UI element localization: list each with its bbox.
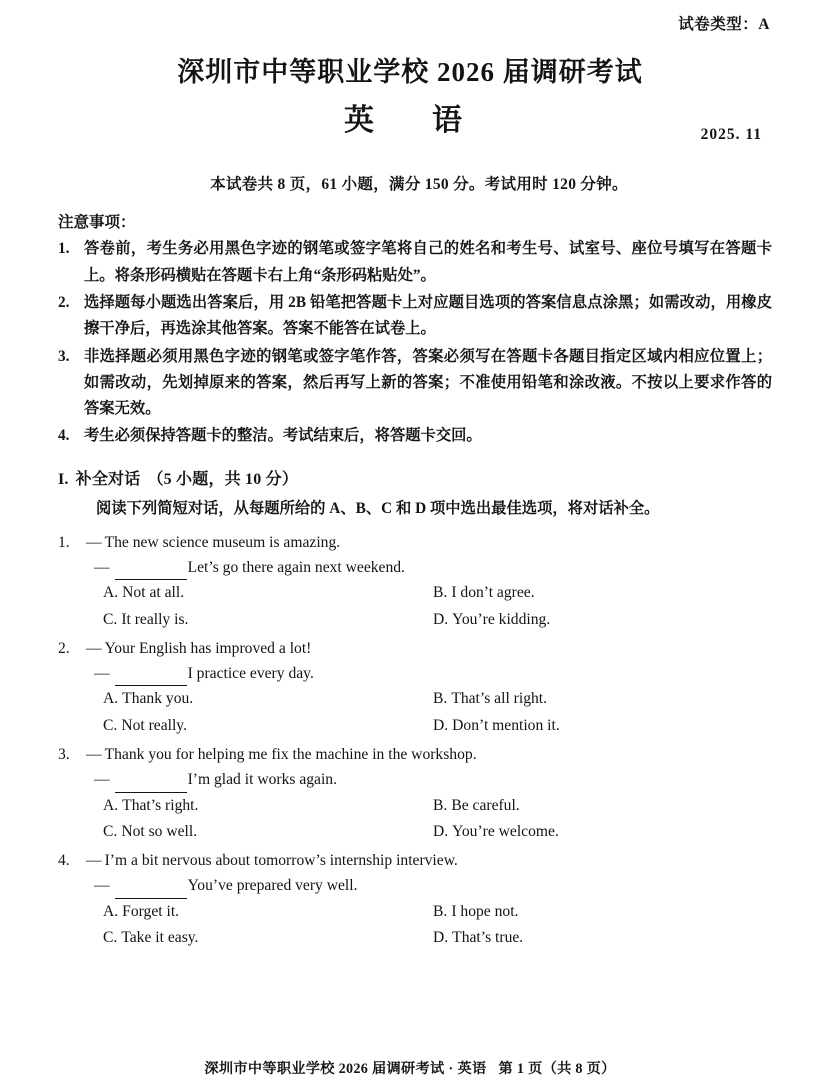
dialogue-dash: — <box>94 665 110 683</box>
title-block <box>48 56 772 146</box>
questions-list <box>48 530 772 953</box>
option-letter: A. <box>103 902 119 920</box>
options-row <box>103 686 772 713</box>
notice-text: 答卷前，考生务必用黑色字迹的钢笔或签字笔将自己的姓名和考生号、试室号、座位号填写在答题卡上。将条形码横贴在答题卡右上角“条形码粘贴处”。 <box>84 240 772 284</box>
footer-exam-name: 深圳市中等职业学校 2026 届调研考试 <box>204 1061 445 1077</box>
question-prompt: I’m a bit nervous about tomorrow’s internship interview. <box>104 852 458 870</box>
option-letter: D. <box>433 929 449 947</box>
option-c[interactable] <box>103 713 433 740</box>
option-letter: D. <box>433 823 449 841</box>
option-text: It really is. <box>121 611 189 629</box>
options-row <box>103 899 772 926</box>
option-letter: C. <box>103 717 118 735</box>
option-d[interactable] <box>433 925 763 952</box>
page-title: 深圳市中等职业学校 2026 届调研考试 <box>177 57 643 87</box>
option-letter: B. <box>433 690 448 708</box>
footer-page-number: 第 1 页（共 8 页） <box>498 1061 616 1077</box>
question-reply-line <box>58 767 772 792</box>
options-row <box>103 925 772 952</box>
footer-subject: 英语 <box>457 1061 487 1077</box>
option-b[interactable] <box>433 580 763 607</box>
option-text: That’s true. <box>452 929 524 947</box>
option-c[interactable] <box>103 925 433 952</box>
options-row <box>103 793 772 820</box>
option-text: Forget it. <box>122 902 180 920</box>
notices-heading: 注意事项： <box>58 214 136 232</box>
notice-number: 1. <box>58 240 70 258</box>
section-roman-numeral: I. <box>58 470 69 488</box>
option-a[interactable] <box>103 686 433 713</box>
option-text: That’s all right. <box>451 690 548 708</box>
question-number: 2. <box>58 639 70 657</box>
exam-type-label: 试卷类型：A <box>678 16 770 33</box>
options-row <box>103 607 772 634</box>
options-row <box>103 580 772 607</box>
options-grid <box>58 899 772 953</box>
option-a[interactable] <box>103 899 433 926</box>
dialogue-dash: — <box>86 746 102 764</box>
question-item <box>58 530 772 634</box>
options-grid <box>58 580 772 634</box>
footer-separator: · <box>448 1061 454 1077</box>
paper-scope-line: 本试卷共 8 页，61 小题，满分 150 分。考试用时 120 分钟。 <box>210 176 628 194</box>
dialogue-dash: — <box>86 639 102 657</box>
notice-number: 2. <box>58 293 70 311</box>
option-text: You’re kidding. <box>452 611 551 629</box>
options-grid <box>58 793 772 847</box>
dialogue-dash: — <box>86 852 102 870</box>
dialogue-dash: — <box>94 559 110 577</box>
answer-blank[interactable] <box>115 883 187 899</box>
option-letter: A. <box>103 796 119 814</box>
question-reply-tail: Let’s go there again next weekend. <box>187 559 405 577</box>
option-a[interactable] <box>103 580 433 607</box>
option-text: Not really. <box>121 717 187 735</box>
question-prompt: Thank you for helping me fix the machine in the workshop. <box>104 746 477 764</box>
option-letter: B. <box>433 584 448 602</box>
notices-list <box>48 236 772 449</box>
option-letter: C. <box>103 823 118 841</box>
section-directions: 阅读下列简短对话，从每题所给的 A、B、C 和 D 项中选出最佳选项，将对话补全。 <box>96 499 660 517</box>
question-number: 4. <box>58 852 70 870</box>
subject-title: 英 语 <box>344 104 476 138</box>
notice-item <box>58 236 772 289</box>
notice-item <box>58 290 772 343</box>
question-reply-tail: You’ve prepared very well. <box>187 877 358 895</box>
question-reply-line <box>58 873 772 898</box>
notice-text: 非选择题必须用黑色字迹的钢笔或签字笔作答，答案必须写在答题卡各题目指定区域内相应位置上；如需改动，先划掉原来的答案，然后再写上新的答案；不准使用铅笔和涂改液。不按以上要求作答的答案无效。 <box>84 347 772 418</box>
notice-number: 3. <box>58 347 70 365</box>
question-item <box>58 742 772 846</box>
option-d[interactable] <box>433 713 763 740</box>
notice-text: 考生必须保持答题卡的整洁。考试结束后，将答题卡交回。 <box>84 427 482 445</box>
answer-blank[interactable] <box>115 777 187 793</box>
question-prompt-line <box>58 530 772 555</box>
question-item <box>58 848 772 952</box>
question-reply-line <box>58 555 772 580</box>
option-b[interactable] <box>433 686 763 713</box>
option-text: You’re welcome. <box>452 823 559 841</box>
section-name: 补全对话 <box>75 470 141 488</box>
options-row <box>103 819 772 846</box>
question-prompt-line <box>58 742 772 767</box>
question-reply-tail: I practice every day. <box>187 665 314 683</box>
answer-blank[interactable] <box>115 671 187 687</box>
option-letter: A. <box>103 690 119 708</box>
option-letter: C. <box>103 611 118 629</box>
option-text: Not at all. <box>122 584 185 602</box>
option-b[interactable] <box>433 793 763 820</box>
question-prompt: The new science museum is amazing. <box>104 533 341 551</box>
option-d[interactable] <box>433 607 763 634</box>
option-text: Don’t mention it. <box>452 717 560 735</box>
dialogue-dash: — <box>94 771 110 789</box>
notice-text: 选择题每小题选出答案后，用 2B 铅笔把答题卡上对应题目选项的答案信息点涂黑；如需改动，用橡皮擦干净后，再选涂其他答案。答案不能答在试卷上。 <box>84 293 772 338</box>
option-c[interactable] <box>103 607 433 634</box>
option-letter: A. <box>103 584 119 602</box>
exam-type-line <box>48 0 772 34</box>
subject-row <box>48 102 772 146</box>
section-points: （5 小题，共 10 分） <box>147 470 299 488</box>
question-reply-line <box>58 661 772 686</box>
option-text: Be careful. <box>451 796 520 814</box>
option-a[interactable] <box>103 793 433 820</box>
option-text: Thank you. <box>122 690 194 708</box>
exam-date: 2025. 11 <box>700 126 762 144</box>
notice-item <box>58 344 772 423</box>
options-grid <box>58 686 772 740</box>
option-text: I don’t agree. <box>451 584 535 602</box>
question-item <box>58 636 772 740</box>
page-footer <box>0 1058 820 1078</box>
question-prompt-line <box>58 636 772 661</box>
option-letter: B. <box>433 902 448 920</box>
notice-number: 4. <box>58 427 70 445</box>
question-number: 1. <box>58 533 70 551</box>
option-d[interactable] <box>433 819 763 846</box>
option-letter: B. <box>433 796 448 814</box>
option-letter: C. <box>103 929 118 947</box>
option-c[interactable] <box>103 819 433 846</box>
option-text: I hope not. <box>451 902 519 920</box>
notice-item <box>58 423 772 449</box>
question-prompt: Your English has improved a lot! <box>104 639 312 657</box>
question-number: 3. <box>58 746 70 764</box>
options-row <box>103 713 772 740</box>
option-letter: D. <box>433 717 449 735</box>
option-b[interactable] <box>433 899 763 926</box>
option-letter: D. <box>433 611 449 629</box>
question-reply-tail: I’m glad it works again. <box>187 771 337 789</box>
question-prompt-line <box>58 848 772 873</box>
section-heading <box>48 466 772 489</box>
answer-blank[interactable] <box>115 564 187 580</box>
option-text: Not so well. <box>121 823 198 841</box>
option-text: That’s right. <box>122 796 199 814</box>
dialogue-dash: — <box>86 533 102 551</box>
option-text: Take it easy. <box>121 929 199 947</box>
dialogue-dash: — <box>94 877 110 895</box>
